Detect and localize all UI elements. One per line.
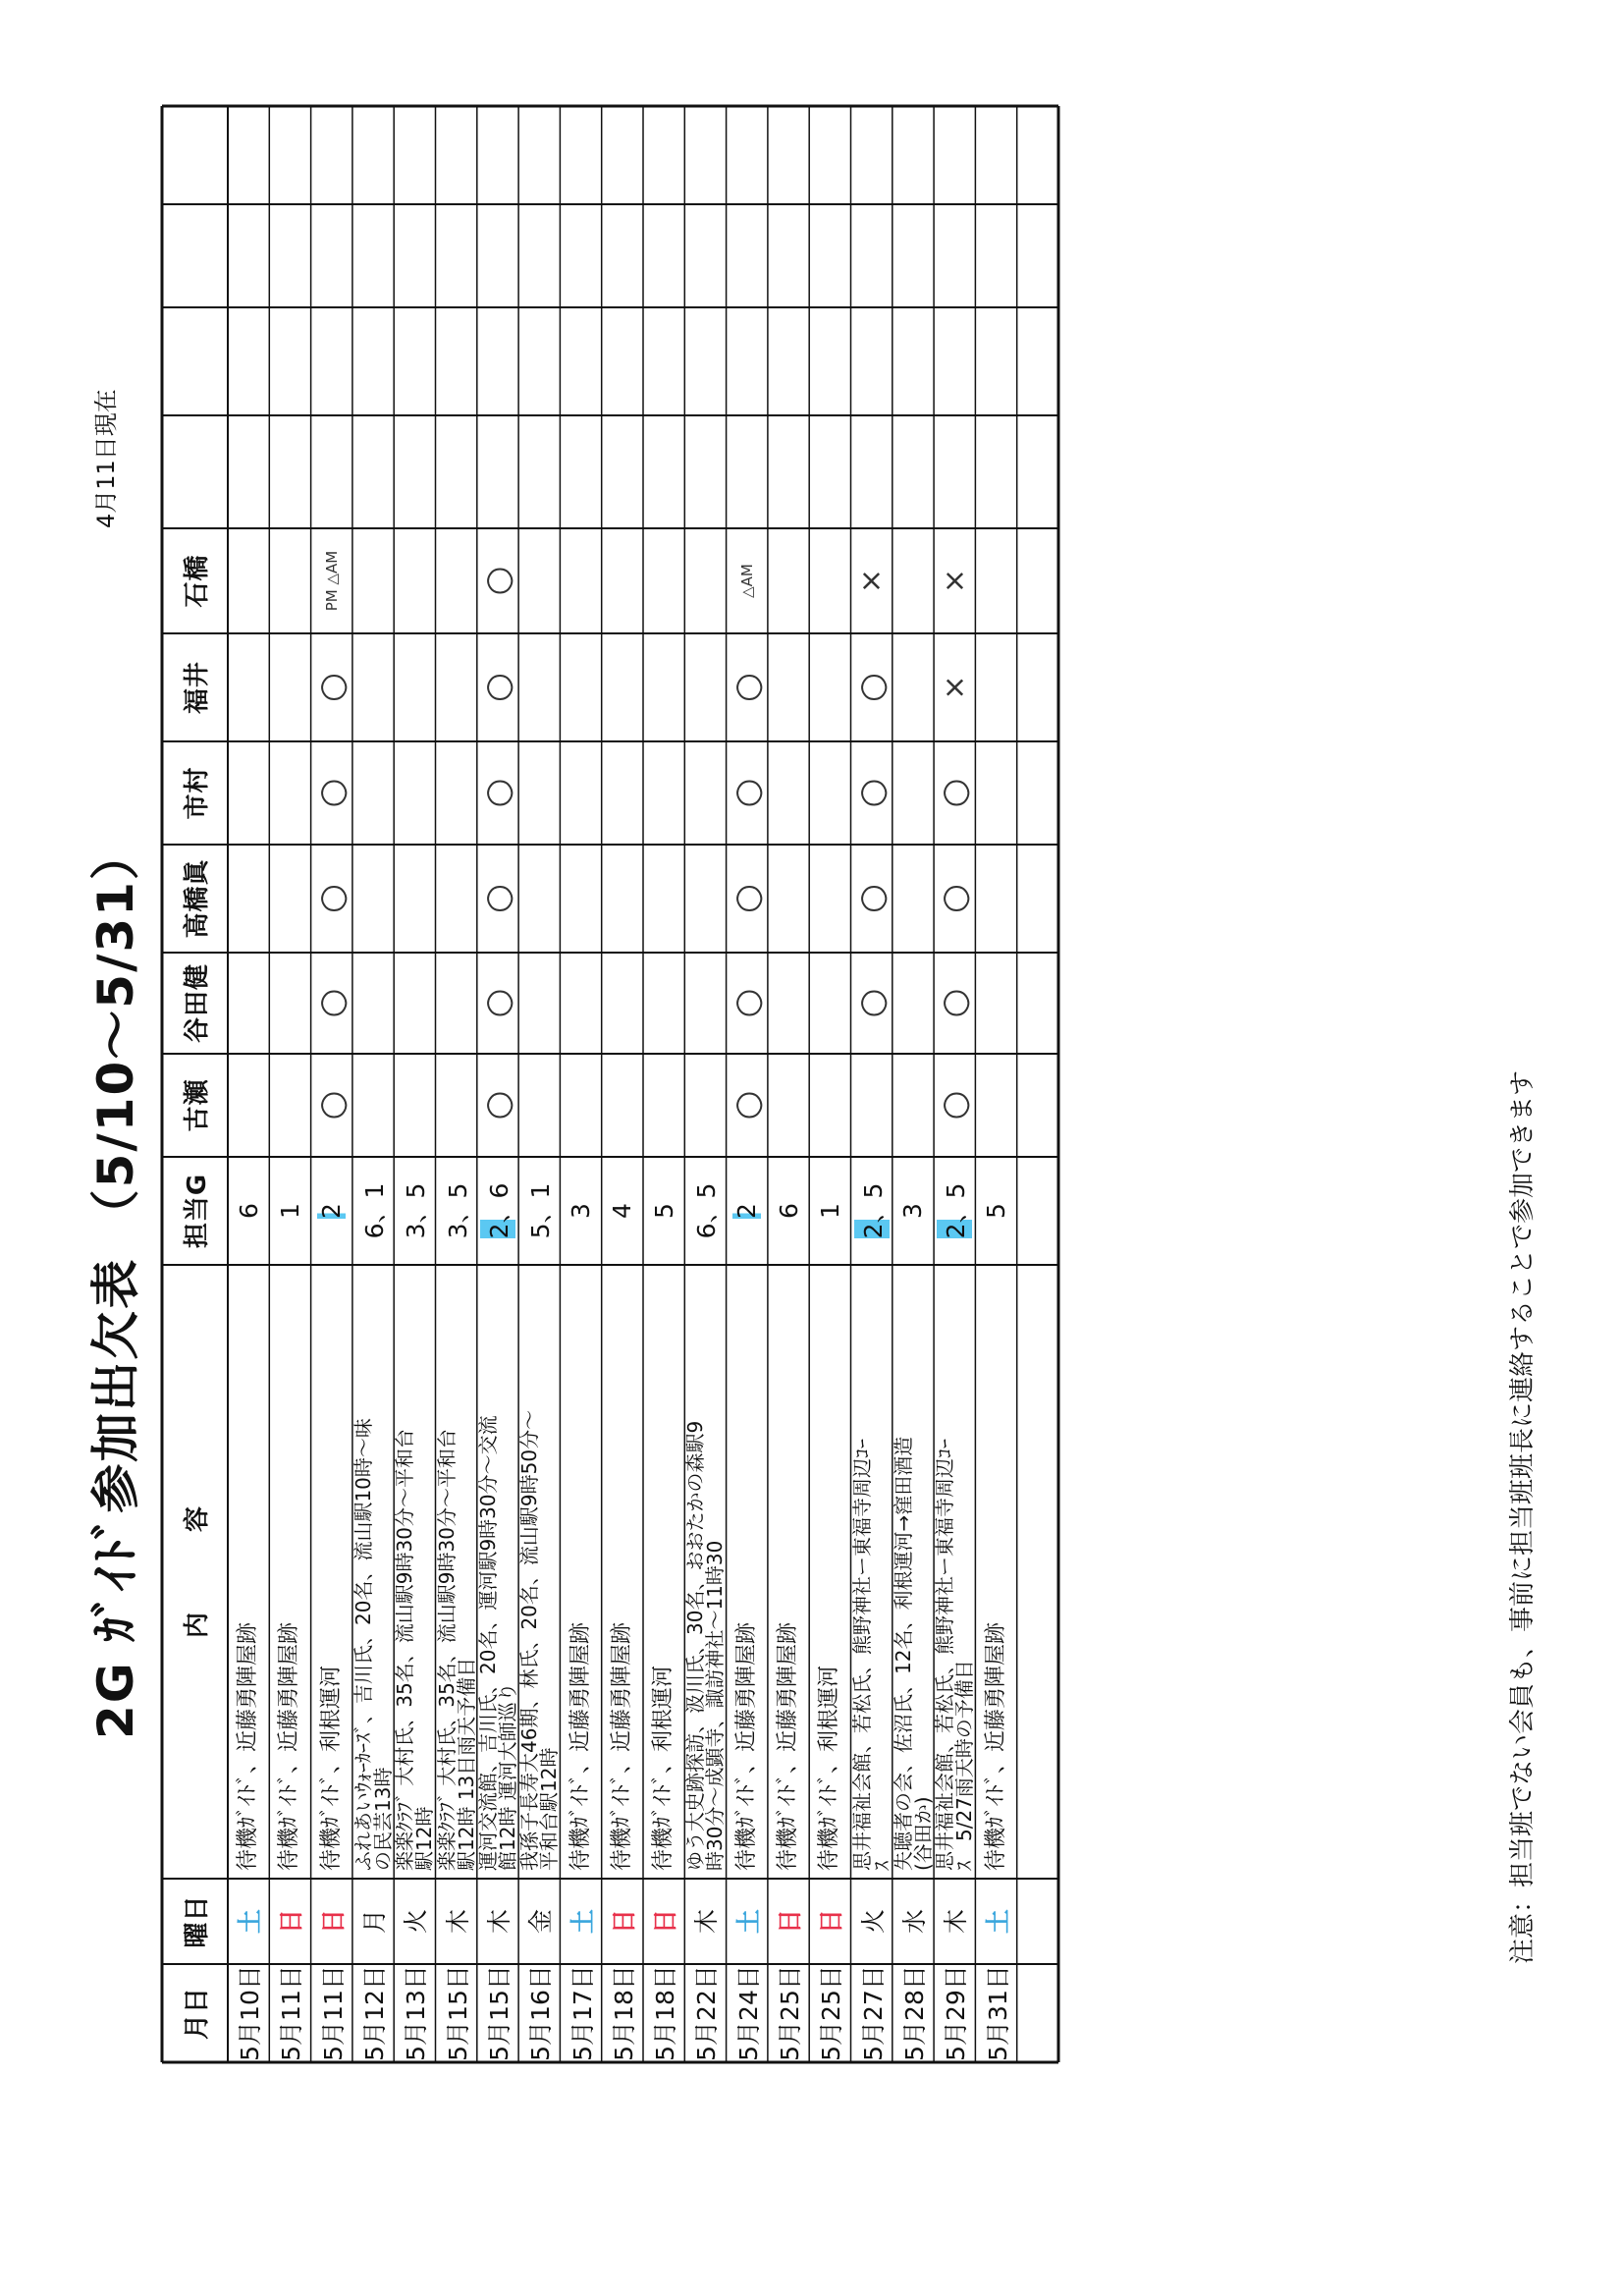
row-weekday: 日 [776, 1909, 805, 1935]
row-content [809, 1265, 850, 1879]
attendance-mark [1017, 741, 1058, 845]
attendance-mark: × [854, 568, 890, 594]
row-content [684, 1265, 726, 1879]
attendance-mark [394, 528, 435, 633]
row-weekday: 日 [277, 1909, 306, 1935]
row-weekday: 木 [484, 1909, 514, 1935]
row-content [602, 1265, 643, 1879]
group-number: 2、5 [854, 1183, 890, 1239]
row-date: 5月31日 [983, 1965, 1012, 2061]
content-line: の民芸13時 [371, 1767, 396, 1871]
attendance-mark [809, 845, 850, 953]
content-line: ふれあいｳｫｰｶｰｽﾞ、吉川氏、20名、流山駅10時〜味 [352, 1418, 376, 1871]
attendance-mark [809, 741, 850, 845]
row-content [1017, 1265, 1058, 1879]
row-content [518, 1265, 560, 1879]
attendance-mark [560, 633, 601, 741]
content-line: 思井福祉会館、若松氏、熊野神社ー東福寺周辺ｺｰ [933, 1439, 957, 1871]
header-group: 担当G [183, 1173, 212, 1249]
content-line: 楽楽ｸﾗﾌﾞ 大村氏、35名、流山駅9時30分〜平和台 [434, 1429, 459, 1871]
group-number: 4 [608, 1203, 637, 1219]
attendance-mark [394, 633, 435, 741]
content-line: 思井福祉会館、若松氏、熊野神社ー東福寺周辺ｺｰ [849, 1439, 874, 1871]
attendance-mark [1017, 528, 1058, 633]
attendance-mark [684, 528, 726, 633]
attendance-mark: × [937, 675, 972, 700]
attendance-mark: ○ [851, 673, 892, 702]
attendance-mark [684, 953, 726, 1054]
attendance-mark [1017, 845, 1058, 953]
group-number: 2、5 [937, 1183, 972, 1239]
attendance-mark [684, 741, 726, 845]
attendance-mark [560, 1054, 601, 1157]
attendance-mark [518, 633, 560, 741]
attendance-mark [269, 633, 310, 741]
content-line: 楽楽ｸﾗﾌﾞ 大村氏、35名、流山駅9時30分〜平和台 [393, 1429, 417, 1871]
row-group [436, 1157, 477, 1265]
attendance-mark: ○ [311, 1090, 352, 1121]
attendance-mark [436, 953, 477, 1054]
row-weekday: 日 [609, 1909, 638, 1935]
content-line: (谷田か) [910, 1796, 935, 1871]
attendance-mark [518, 1054, 560, 1157]
attendance-mark: ○ [851, 884, 892, 913]
attendance-mark [1017, 1054, 1058, 1157]
attendance-mark [893, 1054, 934, 1157]
attendance-mark [436, 741, 477, 845]
content-line: 待機ｶﾞｲﾄﾞ、近藤勇陣屋跡 [983, 1621, 1008, 1871]
row-group [851, 1157, 893, 1265]
content-line: 待機ｶﾞｲﾄﾞ、近藤勇陣屋跡 [733, 1621, 759, 1871]
row-content [975, 1265, 1016, 1879]
attendance-mark [352, 633, 394, 741]
attendance-mark: ○ [311, 988, 352, 1018]
row-date: 5月18日 [609, 1965, 638, 2061]
row-content [477, 1265, 518, 1879]
header-content: 内 容 [183, 1505, 212, 1639]
group-number: 6、5 [692, 1182, 722, 1239]
row-content [394, 1265, 435, 1879]
attendance-mark [228, 633, 269, 741]
row-content [643, 1265, 684, 1879]
attendance-mark [269, 528, 310, 633]
row-group [518, 1157, 560, 1265]
attendance-mark [602, 953, 643, 1054]
attendance-mark [975, 633, 1016, 741]
attendance-mark: ○ [727, 884, 767, 913]
row-group [727, 1157, 768, 1265]
attendance-mark: ○ [935, 884, 975, 913]
content-line: 待機ｶﾞｲﾄﾞ、利根運河 [651, 1665, 676, 1871]
row-weekday: 土 [733, 1909, 763, 1935]
attendance-mark: ○ [477, 1090, 517, 1121]
row-weekday: 火 [402, 1909, 431, 1935]
attendance-mark: ○ [477, 673, 517, 702]
attendance-mark: ○ [311, 778, 352, 808]
attendance-mark [851, 1054, 893, 1157]
content-line: ゆう大史跡探訪、汲川氏、30名、おおたかの森駅9 [683, 1420, 708, 1871]
attendance-mark: ○ [477, 988, 517, 1018]
row-content [311, 1265, 352, 1879]
content-line: 失聴者の会、佐沼氏、12名、利根運河→窪田酒造 [891, 1436, 915, 1871]
attendance-mark [893, 741, 934, 845]
notice-text: 注意：担当班でない会員も、事前に担当班班長に連絡することで参加できます [1508, 1069, 1538, 1964]
attendance-mark [352, 741, 394, 845]
attendance-mark [768, 633, 809, 741]
attendance-mark: ○ [851, 988, 892, 1018]
attendance-mark [560, 845, 601, 953]
attendance-mark [518, 528, 560, 633]
attendance-mark [602, 528, 643, 633]
row-weekday: 日 [318, 1909, 348, 1935]
row-group [893, 1157, 934, 1265]
attendance-mark [643, 528, 684, 633]
row-date: 5月10日 [236, 1965, 265, 2061]
row-content [893, 1265, 934, 1879]
attendance-mark [394, 1054, 435, 1157]
row-date: 5月29日 [942, 1965, 971, 2061]
attendance-mark [684, 1054, 726, 1157]
attendance-mark [269, 741, 310, 845]
group-number: 2 [732, 1203, 762, 1219]
content-line: 待機ｶﾞｲﾄﾞ、利根運河 [817, 1665, 842, 1871]
attendance-mark [975, 845, 1016, 953]
row-group [643, 1157, 684, 1265]
row-weekday [1017, 1879, 1058, 1964]
attendance-mark: ○ [477, 778, 517, 808]
row-content [934, 1265, 975, 1879]
attendance-mark: ○ [935, 1090, 975, 1121]
attendance-mark: ○ [727, 673, 767, 702]
row-date: 5月27日 [858, 1965, 888, 2061]
row-date: 5月22日 [692, 1965, 722, 2061]
attendance-mark [602, 633, 643, 741]
row-content [560, 1265, 601, 1879]
group-number: 2、6 [480, 1183, 515, 1239]
row-weekday: 水 [899, 1909, 929, 1935]
group-number: 5 [982, 1203, 1011, 1219]
header-member: 福井 [183, 661, 212, 715]
row-group [269, 1157, 310, 1265]
attendance-mark [975, 1054, 1016, 1157]
row-date: 5月12日 [360, 1965, 390, 2061]
attendance-mark: ○ [477, 566, 517, 596]
row-weekday: 火 [858, 1909, 888, 1935]
group-number: 6、1 [360, 1182, 390, 1239]
row-group [602, 1157, 643, 1265]
group-number: 1 [275, 1203, 304, 1219]
attendance-mark: ○ [311, 673, 352, 702]
header-member: 古瀬 [183, 1078, 212, 1132]
attendance-mark: ○ [727, 1090, 767, 1121]
row-group [934, 1157, 975, 1265]
attendance-mark [1017, 633, 1058, 741]
attendance-mark [643, 953, 684, 1054]
row-weekday: 木 [692, 1909, 722, 1935]
header-date: 月日 [183, 1987, 212, 2041]
attendance-mark [975, 953, 1016, 1054]
group-number: 6 [234, 1203, 263, 1219]
attendance-mark: × [937, 568, 972, 594]
content-line: 平和台駅12時 [537, 1747, 562, 1871]
attendance-mark [352, 528, 394, 633]
row-group [809, 1157, 850, 1265]
attendance-mark [768, 741, 809, 845]
row-weekday: 日 [817, 1909, 846, 1935]
group-number: 5、1 [526, 1182, 556, 1239]
row-group [768, 1157, 809, 1265]
row-group [560, 1157, 601, 1265]
attendance-mark [768, 528, 809, 633]
content-line: 駅12時 [412, 1806, 437, 1871]
row-weekday: 金 [526, 1909, 556, 1935]
row-date: 5月11日 [277, 1965, 306, 2061]
attendance-mark [560, 528, 601, 633]
attendance-mark [768, 1054, 809, 1157]
attendance-mark [643, 633, 684, 741]
content-line: ｽ 5/27雨天時の予備日 [952, 1660, 977, 1871]
attendance-mark [560, 953, 601, 1054]
attendance-mark [228, 953, 269, 1054]
attendance-mark [893, 953, 934, 1054]
attendance-mark [436, 1054, 477, 1157]
row-content [228, 1265, 269, 1879]
attendance-mark [394, 953, 435, 1054]
row-date: 5月16日 [526, 1965, 556, 2061]
content-line: 待機ｶﾞｲﾄﾞ、近藤勇陣屋跡 [609, 1621, 634, 1871]
attendance-mark [1017, 953, 1058, 1054]
attendance-mark [809, 528, 850, 633]
attendance-mark: ○ [851, 778, 892, 808]
row-date: 5月18日 [651, 1965, 680, 2061]
row-weekday: 土 [568, 1909, 597, 1935]
content-line: 運河交流館、吉川氏、20名、運河駅9時30分〜交流 [475, 1415, 500, 1871]
attendance-mark [975, 528, 1016, 633]
attendance-mark [602, 845, 643, 953]
attendance-mark: ○ [935, 778, 975, 808]
row-group [975, 1157, 1016, 1265]
header-member: 高橋眞 [183, 858, 212, 939]
row-group [684, 1157, 726, 1265]
row-group [394, 1157, 435, 1265]
attendance-mark [518, 953, 560, 1054]
row-content [851, 1265, 893, 1879]
row-date: 5月15日 [443, 1965, 472, 2061]
row-content [269, 1265, 310, 1879]
attendance-mark [975, 741, 1016, 845]
row-group [228, 1157, 269, 1265]
row-group [1017, 1157, 1058, 1265]
attendance-mark [436, 528, 477, 633]
content-line: 待機ｶﾞｲﾄﾞ、近藤勇陣屋跡 [277, 1621, 302, 1871]
attendance-mark: PM △AM [322, 550, 341, 612]
attendance-mark [269, 1054, 310, 1157]
page-title: 2G ｶﾞｲﾄﾞ参加出欠表 （5/10〜5/31） [87, 829, 144, 1739]
group-number: 5 [649, 1203, 678, 1219]
header-member: 谷田健 [183, 963, 212, 1044]
attendance-mark [768, 953, 809, 1054]
row-weekday: 日 [651, 1909, 680, 1935]
row-weekday: 木 [942, 1909, 971, 1935]
attendance-mark [602, 741, 643, 845]
row-content [727, 1265, 768, 1879]
attendance-mark [228, 528, 269, 633]
group-number: 6 [774, 1203, 803, 1219]
row-group [352, 1157, 394, 1265]
row-content [436, 1265, 477, 1879]
row-date: 5月25日 [817, 1965, 846, 2061]
row-date: 5月11日 [318, 1965, 348, 2061]
row-weekday: 木 [443, 1909, 472, 1935]
row-date: 5月13日 [402, 1965, 431, 2061]
row-group [477, 1157, 518, 1265]
row-weekday: 土 [983, 1909, 1012, 1935]
content-line: 待機ｶﾞｲﾄﾞ、近藤勇陣屋跡 [236, 1621, 261, 1871]
row-date: 5月24日 [733, 1965, 763, 2061]
attendance-mark [228, 1054, 269, 1157]
row-date: 5月15日 [484, 1965, 514, 2061]
attendance-mark [352, 1054, 394, 1157]
attendance-mark [809, 1054, 850, 1157]
attendance-mark [684, 633, 726, 741]
attendance-mark: ○ [727, 778, 767, 808]
content-line: 駅12時 13日雨天予備日 [454, 1657, 478, 1871]
attendance-mark [352, 953, 394, 1054]
attendance-mark [394, 741, 435, 845]
row-date: 5月28日 [899, 1965, 929, 2061]
attendance-mark [893, 845, 934, 953]
attendance-mark [602, 1054, 643, 1157]
attendance-mark: ○ [477, 884, 517, 913]
content-line: 待機ｶﾞｲﾄﾞ、近藤勇陣屋跡 [776, 1621, 801, 1871]
content-line: 待機ｶﾞｲﾄﾞ、近藤勇陣屋跡 [568, 1621, 593, 1871]
attendance-mark [352, 845, 394, 953]
content-line: 館12時 運河大師巡り [495, 1682, 519, 1871]
attendance-mark [643, 741, 684, 845]
attendance-mark [684, 845, 726, 953]
row-date: 5月25日 [776, 1965, 805, 2061]
attendance-mark [269, 953, 310, 1054]
attendance-mark [518, 741, 560, 845]
header-member: 市村 [183, 766, 212, 820]
header-weekday: 曜日 [183, 1894, 212, 1948]
attendance-mark [893, 633, 934, 741]
attendance-mark [436, 845, 477, 953]
attendance-mark [228, 845, 269, 953]
attendance-mark: ○ [727, 988, 767, 1018]
row-content [352, 1265, 394, 1879]
attendance-mark [893, 528, 934, 633]
attendance-mark: △AM [737, 564, 756, 598]
attendance-mark: ○ [935, 988, 975, 1018]
group-number: 3、5 [402, 1182, 431, 1239]
group-number: 3、5 [443, 1182, 472, 1239]
group-number: 3 [567, 1203, 596, 1219]
attendance-mark [560, 741, 601, 845]
group-number: 3 [898, 1203, 928, 1219]
attendance-mark [643, 1054, 684, 1157]
content-line: 我孫子長寿大46期、林氏、20名、流山駅9時50分〜 [517, 1409, 542, 1871]
attendance-mark [269, 845, 310, 953]
attendance-mark [809, 953, 850, 1054]
attendance-mark [394, 845, 435, 953]
row-weekday: 土 [236, 1909, 265, 1935]
header-member: 石橋 [183, 554, 212, 608]
attendance-mark [228, 741, 269, 845]
row-weekday: 月 [360, 1909, 390, 1935]
attendance-mark [809, 633, 850, 741]
row-content [768, 1265, 809, 1879]
content-line: ｽ [869, 1861, 893, 1871]
attendance-mark [643, 845, 684, 953]
row-date: 5月17日 [568, 1965, 597, 2061]
as-of-date: 4月11日現在 [92, 389, 120, 528]
attendance-mark [768, 845, 809, 953]
group-number: 2 [317, 1203, 347, 1219]
attendance-mark [436, 633, 477, 741]
attendance-mark [518, 845, 560, 953]
group-number: 1 [815, 1203, 844, 1219]
row-group [311, 1157, 352, 1265]
row-date [1017, 1964, 1058, 2062]
attendance-mark: ○ [311, 884, 352, 913]
content-line: 待機ｶﾞｲﾄﾞ、利根運河 [318, 1665, 344, 1871]
content-line: 時30分〜成顕寺、諏訪神社〜11時30 [703, 1540, 728, 1871]
